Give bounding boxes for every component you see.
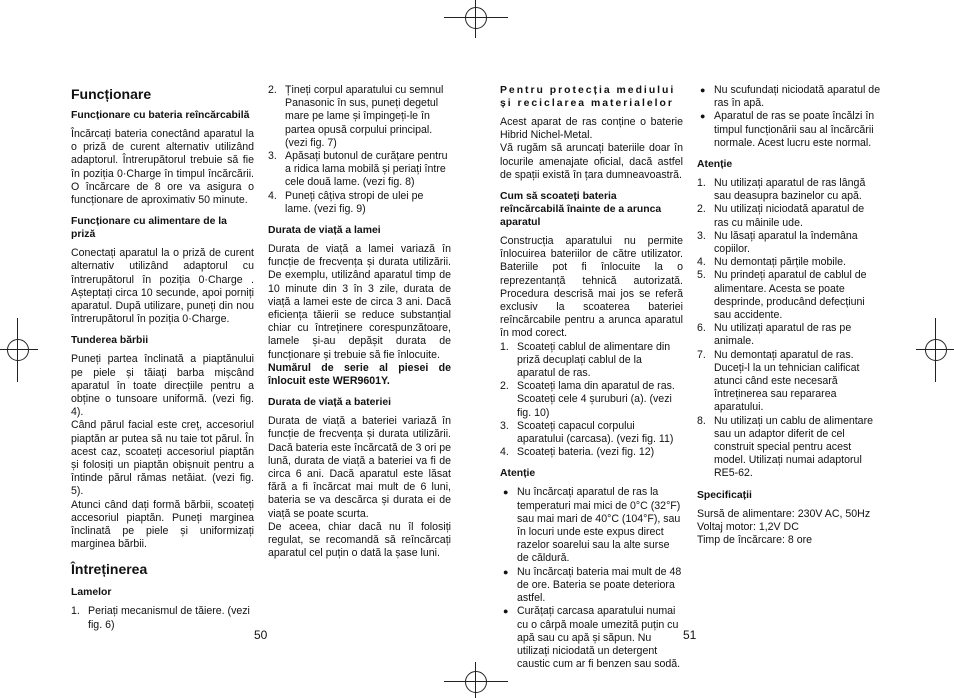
replacement-part-number: Numărul de serie al piesei de înlocuit este WER9601Y. bbox=[268, 361, 451, 388]
blades-step: 1. Periați mecanismul de tăiere. (vezi fig. 6) bbox=[71, 605, 250, 631]
blade-life-title: Durata de viață a lamei bbox=[268, 225, 381, 237]
caution-item: 5. Nu prindeți aparatul de cablul de alimentare. Acesta se poate desprinde, producând defecțiuni sau accidente. bbox=[697, 269, 867, 322]
page-number-right: 51 bbox=[683, 628, 697, 642]
specifications-title: Specificații bbox=[697, 489, 752, 501]
environment-text-2: Vă rugăm să aruncați bateriile doar în locurile amenajate oficial, dacă astfel de spații există în țara dumneavoastră. bbox=[500, 142, 683, 181]
section-title-functionare: Funcționare bbox=[71, 86, 152, 102]
blades-steps-list-continued bbox=[268, 84, 451, 216]
caution-list-1 bbox=[500, 486, 683, 671]
caution-item: 6. Nu utilizați aparatul de ras pe animale. bbox=[697, 322, 852, 348]
caution-item: 4. Nu demontați părțile mobile. bbox=[697, 256, 846, 269]
left-page-column-2 bbox=[268, 84, 451, 567]
bullet-icon: ● bbox=[503, 487, 509, 498]
beard-trim-text-3: Atunci când dați formă bărbii, scoateți accesoriul piaptăn. Puneți marginea înclinată pe piele și uniformizați marginea bărbii. bbox=[71, 498, 254, 551]
page-number-left: 50 bbox=[254, 628, 268, 642]
blades-step: 2. Țineți corpul aparatului cu semnul Panasonic în sus, puneți degetul mare pe lame și împingeți-le în partea opusă corpului principal. (vezi fig. 7) bbox=[268, 84, 444, 149]
mains-operation-text: Conectați aparatul la o priză de curent alternativ utilizând adaptorul cu întrerupătorul în poziția 0·Charge . Așteptați circa 10 secunde, apoi porniți aparatul. După utilizare, puneți din nou întrerupătorul în poziția 0·Charge. bbox=[71, 247, 254, 326]
bullet-icon: ● bbox=[700, 111, 706, 122]
caution-title-1: Atenție bbox=[500, 468, 536, 480]
crop-mark-bottom bbox=[444, 660, 508, 698]
battery-removal-title: Cum să scoateți bateria reîncărcabilă înainte de a arunca aparatul bbox=[500, 191, 662, 229]
bullet-icon: ● bbox=[503, 566, 509, 577]
blades-step: 4. Puneți câțiva stropi de ulei pe lame. (vezi fig. 9) bbox=[268, 189, 424, 215]
caution-item: 7. Nu demontați aparatul de ras. Duceți-l la un tehnician calificat atunci când este necesară întreținerea sau repararea aparatului. bbox=[697, 348, 860, 414]
bullet-icon: ● bbox=[503, 606, 509, 617]
section-title-intretinerea: Întreținerea bbox=[71, 561, 148, 578]
mains-operation-title: Funcționare cu alimentare de la priză bbox=[71, 216, 227, 241]
caution-item: ● Nu încărcați aparatul de ras la temperaturi mai mici de 0°C (32°F) sau mai mari de 40°C (104°F), sau în locuri unde este expus direct razelor soarelui sau la alte surse de căldură. bbox=[503, 486, 681, 565]
removal-step: 4. Scoateți bateria. (vezi fig. 12) bbox=[500, 446, 655, 459]
caution-item: 1. Nu utilizați aparatul de ras lângă sau deasupra bazinelor cu apă. bbox=[697, 177, 866, 203]
caution-item: 2. Nu utilizați niciodată aparatul de ras cu mâinile ude. bbox=[697, 203, 865, 229]
blades-title: Lamelor bbox=[71, 587, 112, 599]
beard-trim-text-2: Când părul facial este creț, accesoriul piaptăn ar putea să nu taie tot părul. În acest caz, scoateți accesoriul piaptăn și folosiți un piaptăn obișnuit pentru a întinde părul rămas netăiat. (vezi fig. 5). bbox=[71, 419, 254, 498]
caution-list-2 bbox=[697, 177, 881, 481]
right-page-column-2 bbox=[697, 84, 881, 547]
left-page-column-1 bbox=[71, 84, 254, 638]
beard-trim-title: Tunderea bărbii bbox=[71, 335, 149, 347]
environment-text-1: Acest aparat de ras conține o baterie Hibrid Nichel-Metal. bbox=[500, 116, 683, 142]
environment-title: Pentru protecția mediului și reciclarea materialelor bbox=[500, 85, 676, 109]
caution-item: 3. Nu lăsați aparatul la îndemâna copiilor. bbox=[697, 229, 858, 256]
blades-step: 3. Apăsați butonul de curățare pentru a ridica lama mobilă și periați între cele două lame. (vezi fig. 8) bbox=[268, 150, 448, 189]
caution-item: ● Nu scufundați niciodată aparatul de ras în apă. bbox=[700, 84, 881, 110]
caution-item: ● Aparatul de ras se poate încălzi în timpul funcționării sau al încărcării normale. Acest lucru este normal. bbox=[700, 110, 875, 149]
battery-life-text-1: Durata de viață a bateriei variază în funcție de frecvența și durata utilizării. Dacă bateria este încărcată de 3 ori pe lună, durata de viață a bateriei va fi de circa 6 ani. Dacă aparatul este lăsat fără a fi încărcat mai mult de 6 luni, bateria se va descărca și durata ei de viață se poate scurta. bbox=[268, 415, 451, 520]
bullet-icon: ● bbox=[700, 85, 706, 95]
caution-item: ● Nu încărcați bateria mai mult de 48 de ore. Bateria se poate deteriora astfel. bbox=[503, 565, 682, 605]
crop-mark-right bbox=[914, 318, 954, 382]
blades-steps-list bbox=[71, 605, 254, 631]
crop-mark-left bbox=[0, 318, 40, 382]
caution-title-2: Atenție bbox=[697, 159, 733, 171]
crop-mark-top bbox=[444, 0, 508, 40]
blade-life-text: Durata de viață a lamei variază în funcție de frecvența și durata utilizării. De exemplu, utilizând aparatul timp de 10 minute din 3 în 3 zile, durata de viață a lamei este de circa 3 ani. Dacă eficiența tăierii se reduce substanțial chiar cu întreținere corespunzătoare, lamele și-au depășit durata de funcționare și trebuie să fie înlocuite. bbox=[268, 243, 451, 361]
removal-step: 2. Scoateți lama din aparatul de ras. Scoateți cele 4 șuruburi (a). (vezi fig. 10) bbox=[500, 380, 675, 419]
battery-removal-text: Construcția aparatului nu permite înlocuirea bateriilor de către utilizator. Bateriile pot fi înlocuite la o reprezentanță tehnică autorizată. Procedura descrisă mai jos se referă exclusiv la scoaterea bateriei reîncărcabile pentru a arunca aparatul în mod corect. bbox=[500, 235, 683, 340]
spec-line: Sursă de alimentare: 230V AC, 50Hz bbox=[697, 507, 871, 520]
removal-step: 1. Scoateți cablul de alimentare din priză decuplați cablul de la aparatul de ras. bbox=[500, 340, 671, 380]
caution-item: 8. Nu utilizați un cablu de alimentare sau un adaptor diferit de cel construit special pentru acest model. Utilizați numai adaptorul RE5-62. bbox=[697, 414, 873, 480]
caution-item: ● Curățați carcasa aparatului numai cu o cârpă moale umezită puțin cu apă sau cu apă și săpun. Nu utilizați niciodată un detergent caustic cum ar fi benzen sau sodă. bbox=[503, 605, 681, 671]
beard-trim-text-1: Puneți partea înclinată a piaptănului pe piele și tăiați barba mișcând aparatul în toate direcțiile pentru a obține o tunsoare uniformă. (vezi fig. 4). bbox=[71, 353, 254, 419]
spec-line: Voltaj motor: 1,2V DC bbox=[697, 520, 799, 533]
removal-step: 3. Scoateți capacul corpului aparatului (carcasa). (vezi fig. 11) bbox=[500, 419, 674, 446]
caution-list-1-continued bbox=[697, 84, 881, 150]
battery-removal-steps bbox=[500, 341, 683, 460]
right-page-column-1 bbox=[500, 84, 683, 677]
battery-life-text-2: De aceea, chiar dacă nu îl folosiți regulat, se recomandă să reîncărcați aparatul cel puțin o dată la șase luni. bbox=[268, 520, 451, 560]
battery-operation-title: Funcționare cu bateria reîncărcabilă bbox=[71, 110, 250, 121]
battery-life-title: Durata de viață a bateriei bbox=[268, 397, 392, 409]
spec-line: Timp de încărcare: 8 ore bbox=[697, 534, 813, 547]
battery-operation-text: Încărcați bateria conectând aparatul la o priză de curent alternativ utilizând adaptorul. Întrerupătorul trebuie să fie în poziția 0·Charge în timpul încărcării. O încărcare de 8 ore va asigura o funcționare de aproximativ 50 minute. bbox=[71, 128, 254, 207]
